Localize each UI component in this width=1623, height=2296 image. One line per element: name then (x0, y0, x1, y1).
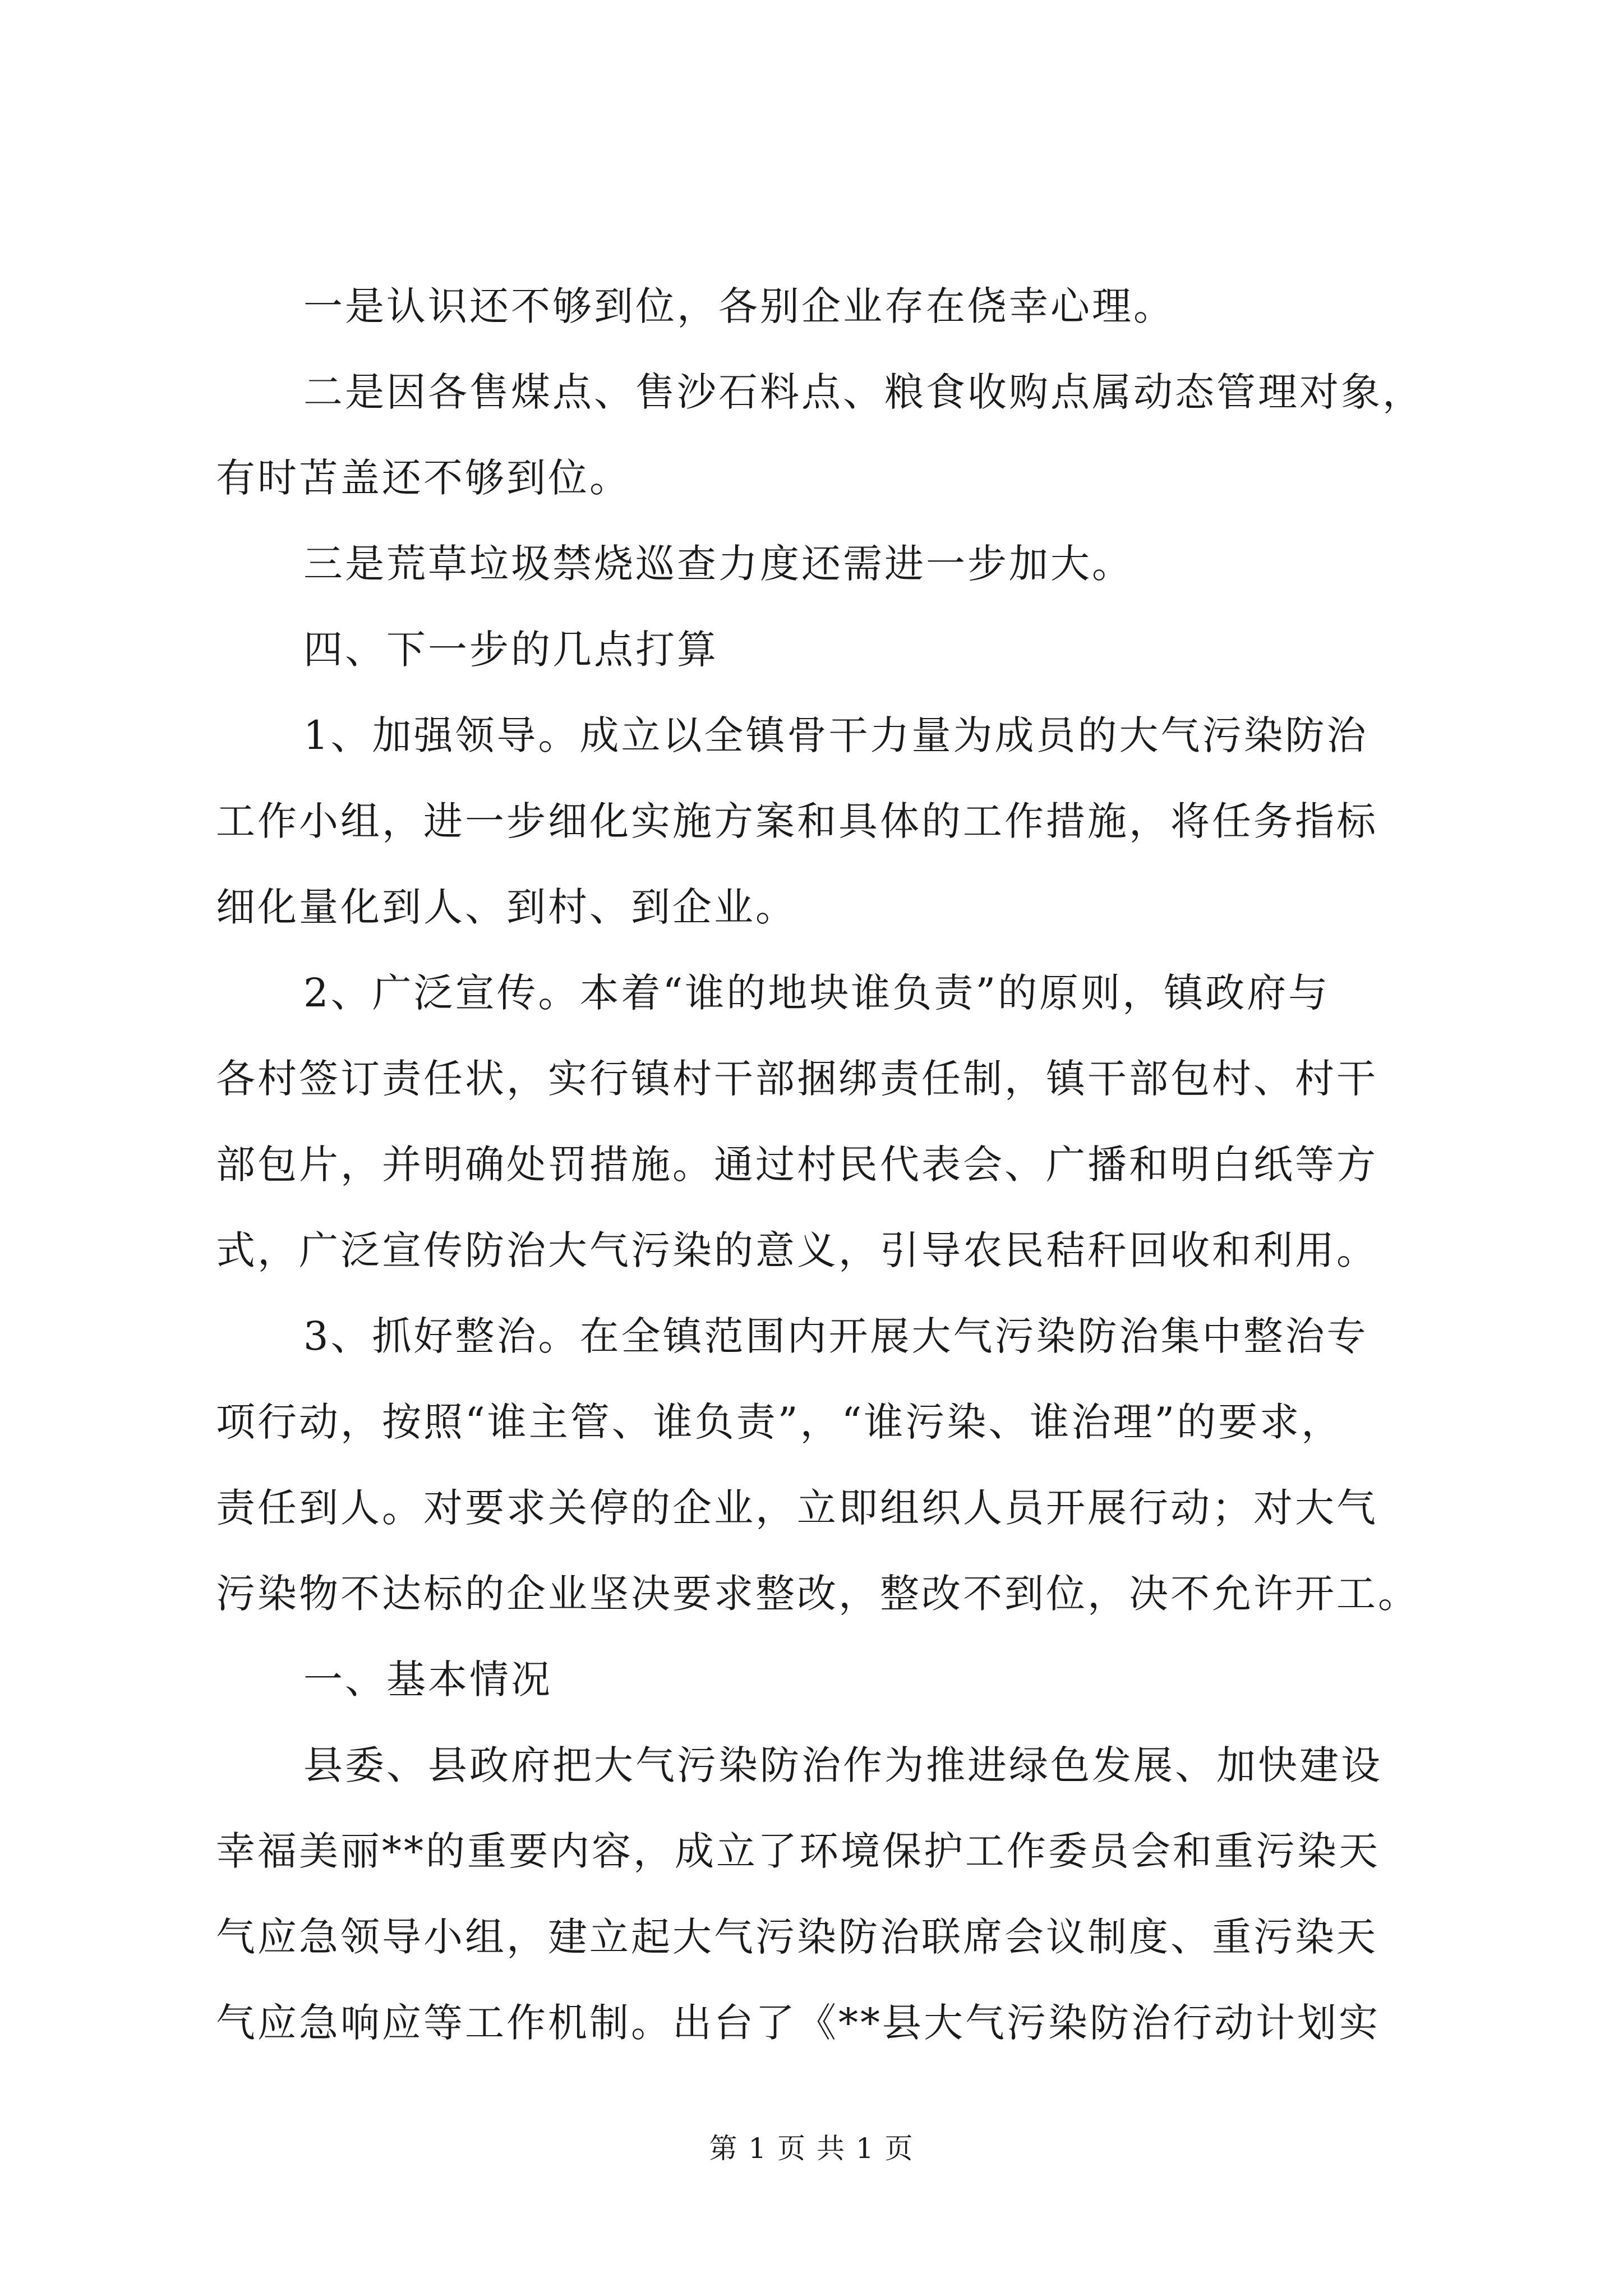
text-line: 细化量化到人、到村、到企业。 (216, 884, 797, 930)
text-line: 幸福美丽**的重要内容，成立了环境保护工作委员会和重污染天 (216, 1828, 1380, 1874)
text-line: 项行动，按照“谁主管、谁负责”，“谁污染、谁治理”的要求， (216, 1399, 1343, 1445)
text-line: 责任到人。对要求关停的企业，立即组织人员开展行动；对大气 (216, 1485, 1378, 1531)
document-body (216, 264, 1424, 2066)
page-footer: 第 1 页 共 1 页 (709, 2132, 914, 2165)
text-line: 气应急领导小组，建立起大气污染防治联席会议制度、重污染天 (216, 1914, 1378, 1960)
paragraph (216, 349, 1424, 521)
text-line: 气应急响应等工作机制。出台了《**县大气污染防治行动计划实 (216, 2000, 1380, 2046)
paragraph (216, 1723, 1416, 2066)
text-line: 1、加强领导。成立以全镇骨干力量为成员的大气污染防治 (303, 712, 1368, 758)
paragraph (216, 693, 1416, 950)
text-line: 县委、县政府把大气污染防治作为推进绿色发展、加快建设 (303, 1742, 1382, 1788)
text-line: 污染物不达标的企业坚决要求整改，整改不到位，决不允许开工。 (216, 1571, 1419, 1617)
text-line: 部包片，并明确处罚措施。通过村民代表会、广播和明白纸等方 (216, 1142, 1378, 1188)
paragraph (216, 950, 1416, 1294)
text-line: 一是认识还不够到位，各别企业存在侥幸心理。 (303, 283, 1175, 329)
text-line: 各村签订责任状，实行镇村干部捆绑责任制，镇干部包村、村干 (216, 1056, 1378, 1102)
text-line: 工作小组，进一步细化实施方案和具体的工作措施，将任务指标 (216, 798, 1378, 844)
text-line: 有时苫盖还不够到位。 (216, 455, 631, 501)
text-line: 三是荒草垃圾禁烧巡查力度还需进一步加大。 (303, 541, 1133, 587)
paragraph (216, 264, 1416, 349)
text-line: 3、抓好整治。在全镇范围内开展大气污染防治集中整治专 (303, 1313, 1368, 1359)
paragraph (216, 521, 1416, 607)
text-line: 2、广泛宣传。本着“谁的地块谁负责”的原则，镇政府与 (303, 970, 1330, 1016)
text-line: 一、基本情况 (303, 1657, 552, 1703)
text-line: 式，广泛宣传防治大气污染的意义，引导农民秸秆回收和利用。 (216, 1227, 1378, 1273)
text-line: 四、下一步的几点打算 (303, 627, 718, 673)
section-heading (216, 1637, 1416, 1723)
section-heading (216, 607, 1416, 693)
paragraph (216, 1294, 1419, 1637)
text-line: 二是因各售煤点、售沙石料点、粮食收购点属动态管理对象， (303, 369, 1424, 415)
